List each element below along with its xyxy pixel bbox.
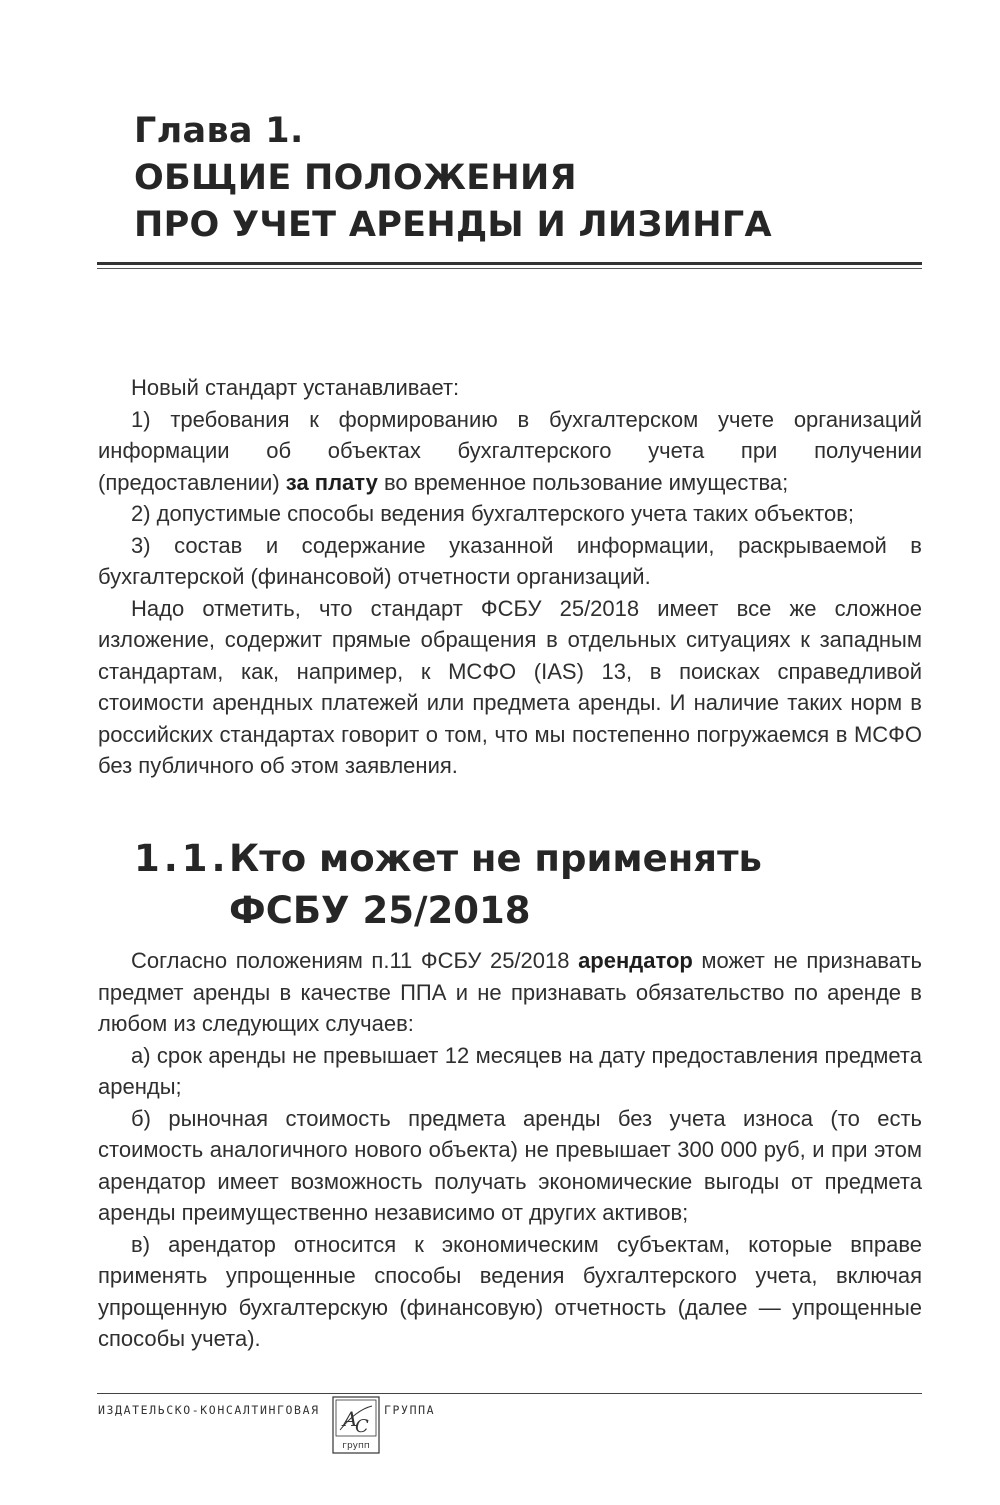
chapter-label: Глава 1.: [134, 111, 304, 151]
publisher-logo-icon: [332, 1396, 380, 1454]
chapter-heading: [134, 108, 914, 249]
logo-caption: групп: [342, 1441, 370, 1451]
intro-item-3: 3) состав и содержание указанной информации, раскрываемой в бухгалтерской (финансовой) отчетности организаций.: [98, 532, 922, 589]
svg-text:A: A: [343, 1407, 358, 1431]
case-c: в) арендатор относится к экономическим субъектам, которые вправе применять упрощенные способы ведения бухгалтерского учета, включая упрощенную бухгалтерскую (финансовую) отчетность (далее — упрощенные способы учета).: [98, 1231, 922, 1351]
chapter-title-line2: ПРО УЧЕТ АРЕНДЫ И ЛИЗИНГА: [134, 205, 772, 245]
chapter-title-line1: ОБЩИЕ ПОЛОЖЕНИЯ: [134, 158, 577, 198]
intro-item-1: [98, 404, 922, 499]
cases-lead-text-a: Согласно положениям п.11 ФСБУ 25/2018: [131, 948, 579, 973]
case-b: б) рыночная стоимость предмета аренды без учета износа (то есть стоимость аналогичного нового объекта) не превышает 300 000 руб, и при этом арендатор имеет возможность получать экономические выгоды от предмета аренды преимущественно независимо от других активов;: [98, 1105, 922, 1225]
section-title-line1: Кто может не применять: [229, 837, 762, 880]
publisher-logo: [332, 1396, 380, 1454]
svg-text:C: C: [355, 1416, 369, 1437]
chapter-rule-thick: [97, 262, 922, 265]
intro-item-1-text-b: во временное пользование имущества;: [377, 469, 789, 495]
cases-lead: [98, 945, 922, 1040]
intro-note: Надо отметить, что стандарт ФСБУ 25/2018 имеет все же сложное изложение, содержит прямые обращения в отдельных ситуациях к западным стандартам, как, например, к МСФО (IAS) 13, в поисках справедливой стоимости арендных платежей или предмета аренды. И наличие таких норм в российских стандартах говорит о том, что мы постепенно погружаемся в МСФО без публичного об этом заявления.: [98, 595, 922, 778]
intro-text-block: [98, 372, 922, 782]
case-a: а) срок аренды не превышает 12 месяцев на дату предоставления предмета аренды;: [98, 1042, 922, 1099]
intro-item-2: 2) допустимые способы ведения бухгалтерского учета таких объектов;: [131, 501, 855, 526]
section-heading: [134, 833, 914, 937]
cases-lead-text-b: может не признавать предмет аренды в качестве ППА и не признавать обязательство по аренде в любом из следующих случаев:: [98, 948, 922, 1036]
intro-lead: Новый стандарт устанавливает:: [131, 375, 460, 400]
chapter-rule-thin: [97, 268, 922, 269]
intro-item-1-text-a: 1) требования к формированию в бухгалтерском учете организаций информации об объектах бухгалтерского учета при получении (предоставлении): [98, 406, 922, 495]
intro-item-1-bold: за плату: [285, 469, 378, 495]
footer-publisher-left: ИЗДАТЕЛЬСКО-КОНСАЛТИНГОВАЯ: [98, 1403, 320, 1417]
section-number: 1.1.: [134, 837, 230, 880]
footer-rule: [97, 1393, 922, 1394]
section-title-line2: ФСБУ 25/2018: [229, 889, 531, 932]
footer-publisher-right: ГРУППА: [384, 1403, 436, 1417]
cases-lead-bold: арендатор: [578, 948, 693, 973]
cases-text-block: [98, 945, 922, 1355]
